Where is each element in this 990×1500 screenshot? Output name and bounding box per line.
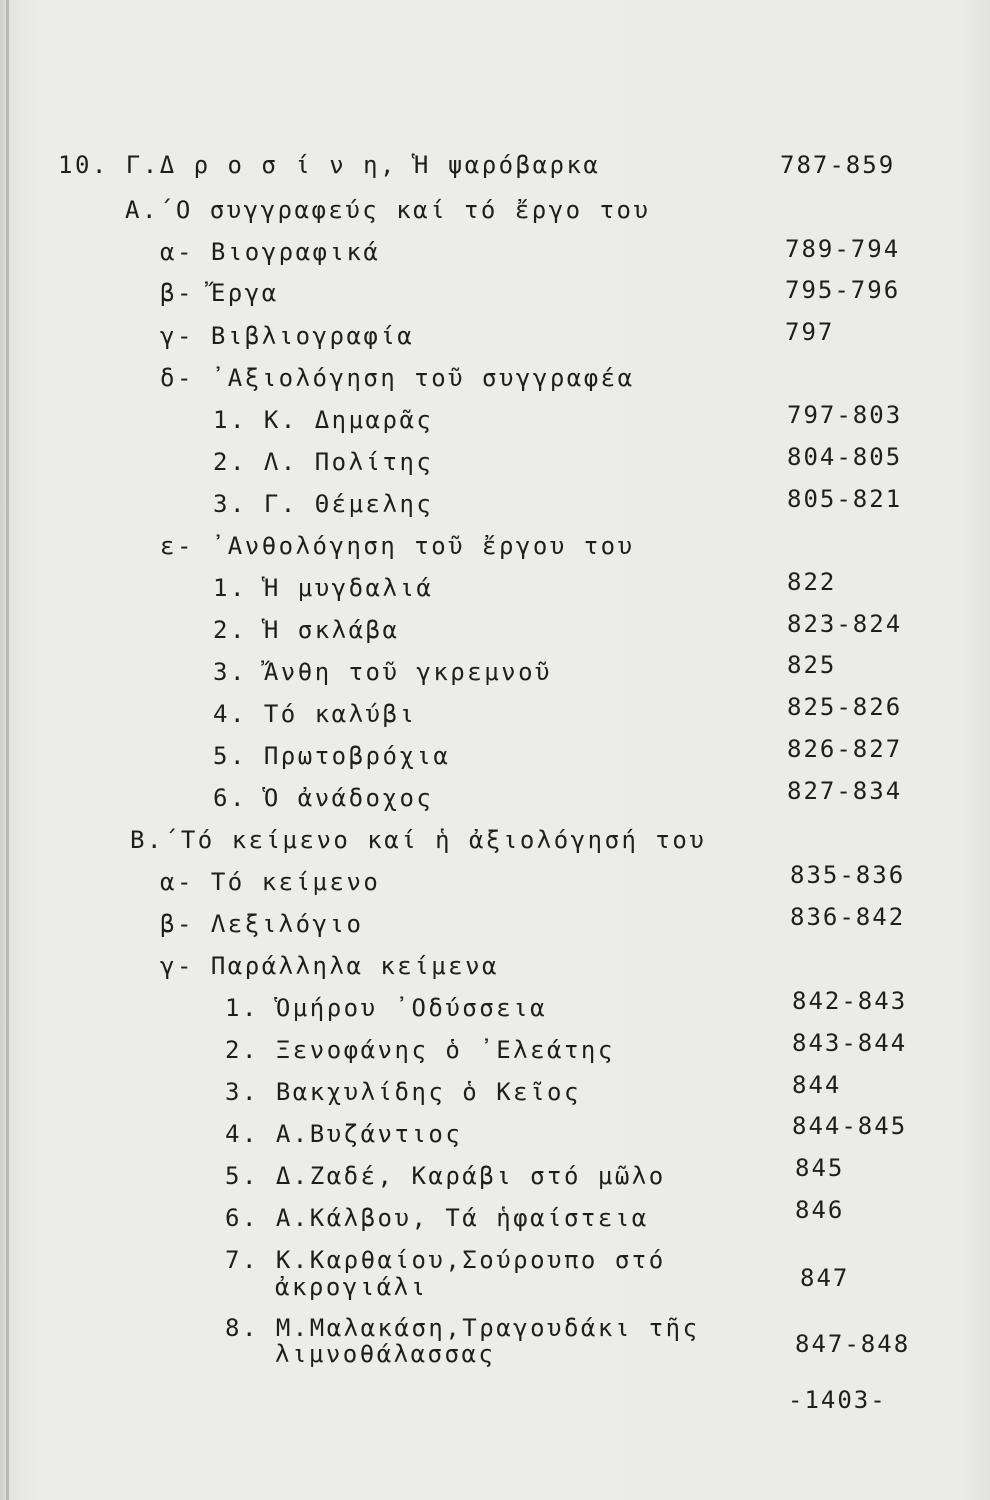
part-a-title: Α.΄Ο συγγραφεύς καί τό ἔργο του <box>125 196 651 224</box>
toc-subentry: 6. Α.Κάλβου, Τά ἡφαίστεια <box>225 1204 649 1232</box>
toc-subentry: 4. Τό καλύβι <box>213 700 417 728</box>
toc-subentry-pages: 847-848 <box>795 1330 911 1358</box>
toc-subentry: 8. Μ.Μαλακάση,Τραγουδάκι τῆς <box>225 1314 700 1342</box>
toc-subentry: 1. Ἡ μυγδαλιά <box>213 574 434 602</box>
toc-subentry-continued: λιμνοθάλασσας <box>275 1340 496 1368</box>
toc-subentry-pages: 827-834 <box>787 777 903 805</box>
toc-subentry: 2. Λ. Πολίτης <box>213 448 434 476</box>
toc-entry: α- Βιογραφικά <box>160 238 381 266</box>
toc-subentry: 3. Βακχυλίδης ὁ Κεῖος <box>225 1078 581 1106</box>
toc-subentry-pages: 844 <box>792 1071 842 1099</box>
toc-entry: δ- ᾽Αξιολόγηση τοῦ συγγραφέα <box>160 364 635 392</box>
toc-subentry-pages: 825 <box>787 651 837 679</box>
toc-subentry-pages: 805-821 <box>787 485 903 513</box>
toc-subentry-pages: 804-805 <box>787 443 903 471</box>
toc-subentry: 3. Γ. Θέμελης <box>213 490 434 518</box>
toc-subentry-pages: 826-827 <box>787 735 903 763</box>
toc-entry-pages: 836-842 <box>790 903 906 931</box>
part-b-title: Β.΄Τό κείμενο καί ἡ ἀξιολόγησή του <box>130 826 707 854</box>
chapter-title: 10. Γ.Δ ρ ο σ ί ν η, Ἡ ψαρόβαρκα <box>58 151 601 179</box>
toc-subentry: 4. Α.Βυζάντιος <box>225 1120 463 1148</box>
toc-entry-pages: 797 <box>785 318 835 346</box>
toc-subentry: 5. Δ.Ζαδέ, Καράβι στό μῶλο <box>225 1162 666 1190</box>
toc-entry: γ- Βιβλιογραφία <box>160 322 415 350</box>
toc-entry: α- Τό κείμενο <box>160 868 381 896</box>
toc-subentry: 6. Ὁ ἀνάδοχος <box>213 784 434 812</box>
toc-subentry-pages: 844-845 <box>792 1112 908 1140</box>
binding-edge <box>6 0 9 1500</box>
toc-entry: β- Ἔργα <box>160 279 279 307</box>
toc-subentry: 2. Ἡ σκλάβα <box>213 616 400 644</box>
toc-subentry-pages: 822 <box>787 568 837 596</box>
parallel-heading: γ- Παράλληλα κείμενα <box>160 952 499 980</box>
toc-entry: β- Λεξιλόγιο <box>160 910 364 938</box>
toc-subentry-continued: ἀκρογιάλι <box>275 1273 428 1301</box>
toc-subentry-pages: 825-826 <box>787 693 903 721</box>
toc-entry-pages: 789-794 <box>785 235 901 263</box>
toc-subentry-pages: 846 <box>795 1196 845 1224</box>
anthology-heading: ε- ᾽Ανθολόγηση τοῦ ἔργου του <box>160 532 635 560</box>
toc-subentry-pages: 823-824 <box>787 610 903 638</box>
toc-subentry-pages: 845 <box>795 1154 845 1182</box>
toc-subentry: 7. Κ.Καρθαίου,Σούρουπο στό <box>225 1246 666 1274</box>
toc-subentry-pages: 843-844 <box>792 1029 908 1057</box>
toc-subentry: 1. Κ. Δημαρᾶς <box>213 406 434 434</box>
toc-subentry: 3. Ἄνθη τοῦ γκρεμνοῦ <box>213 658 552 686</box>
toc-subentry: 1. Ὁμήρου ᾽Οδύσσεια <box>225 994 548 1022</box>
toc-entry-pages: 835-836 <box>790 861 906 889</box>
page-number: -1403- <box>788 1386 887 1414</box>
chapter-pages: 787-859 <box>780 151 896 179</box>
toc-subentry-pages: 797-803 <box>787 401 903 429</box>
toc-subentry: 2. Ξενοφάνης ὁ ᾽Ελεάτης <box>225 1036 615 1064</box>
toc-subentry-pages: 842-843 <box>792 987 908 1015</box>
toc-subentry-pages: 847 <box>800 1264 850 1292</box>
toc-entry-pages: 795-796 <box>785 276 901 304</box>
toc-subentry: 5. Πρωτοβρόχια <box>213 742 451 770</box>
